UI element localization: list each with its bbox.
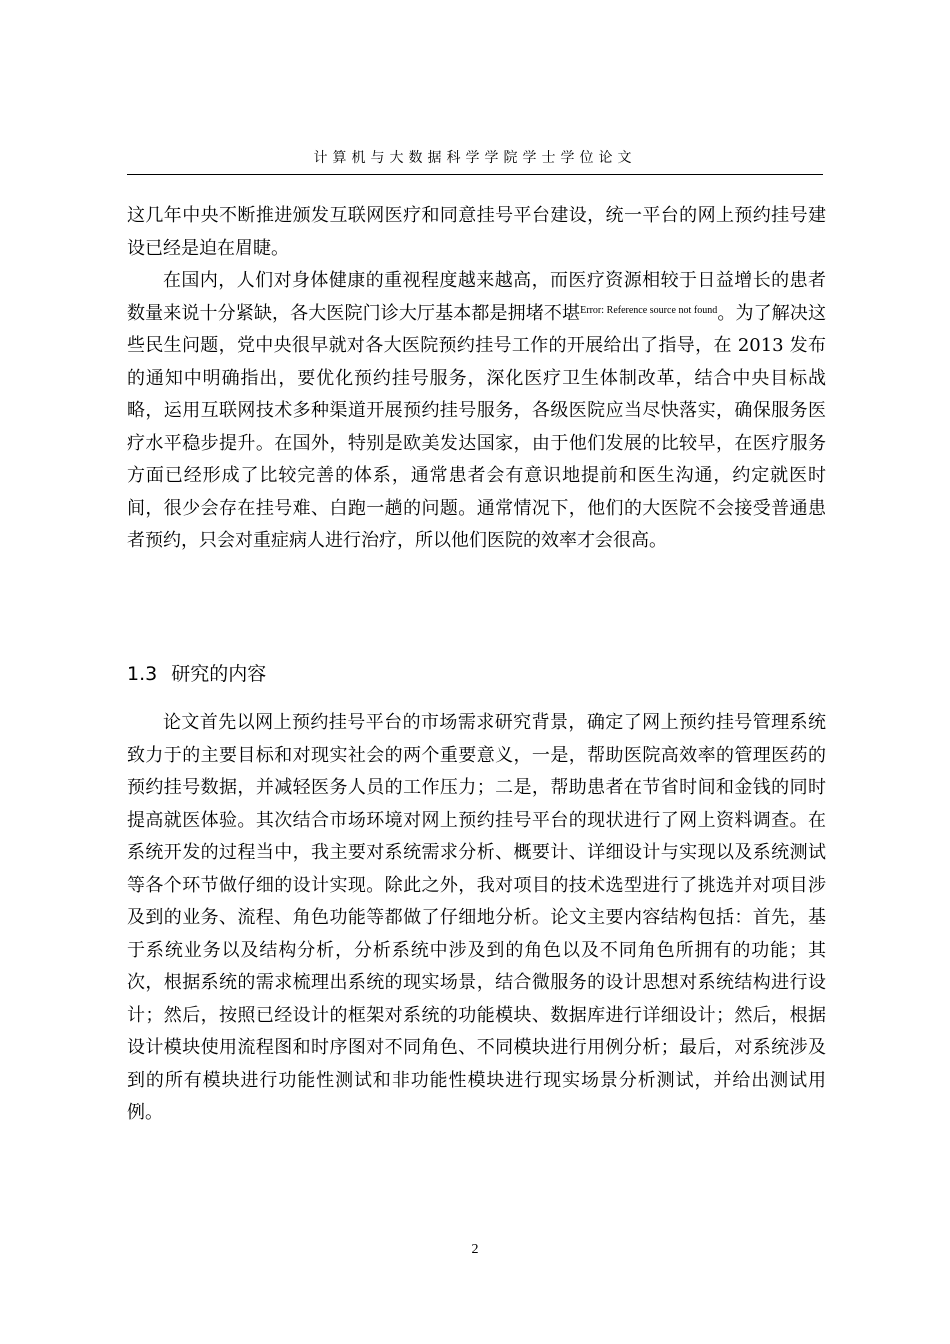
section-heading xyxy=(127,659,266,689)
paragraph-domestic-background xyxy=(127,265,826,558)
header-rule xyxy=(127,174,823,175)
section-number: 1.3 xyxy=(127,663,158,685)
paragraph-text: 。为了解决这些民生问题，党中央很早就对各大医院预约挂号工作的开展给出了指导，在 2013 发布的通知中明确指出，要优化预约挂号服务，深化医疗卫生体制改革，结合中央目标战略，运用互联网技术多种渠道开展预约挂号服务，各级医院应当尽快落实，确保服务医疗水平稳步提升。在国外，特别是欧美发达国家，由于他们发展的比较早，在医疗服务方面已经形成了比较完善的体系，通常患者会有意识地提前和医生沟通，约定就医时间，很少会存在挂号难、白跑一趟的问题。通常情况下，他们的大医院不会接受普通患者预约，只会对重症病人进行治疗，所以他们医院的效率才会很高。 xyxy=(127,302,827,551)
body-text-top xyxy=(127,200,826,558)
paragraph-research-content: 论文首先以网上预约挂号平台的市场需求研究背景，确定了网上预约挂号管理系统致力于的主要目标和对现实社会的两个重要意义，一是，帮助医院高效率的管理医药的预约挂号数据，并减轻医务人员的工作压力；二是，帮助患者在节省时间和金钱的同时提高就医体验。其次结合市场环境对网上预约挂号平台的现状进行了网上资料调查。在系统开发的过程当中，我主要对系统需求分析、概要计、详细设计与实现以及系统测试等各个环节做仔细的设计实现。除此之外，我对项目的技术选型进行了挑选并对项目涉及到的业务、流程、角色功能等都做了仔细地分析。论文主要内容结构包括：首先，基于系统业务以及结构分析，分析系统中涉及到的角色以及不同角色所拥有的功能；其次，根据系统的需求梳理出系统的现实场景，结合微服务的设计思想对系统结构进行设计；然后，按照已经设计的框架对系统的功能模块、数据库进行详细设计；然后，根据设计模块使用流程图和时序图对不同角色、不同模块进行用例分析；最后，对系统涉及到的所有模块进行功能性测试和非功能性模块进行现实场景分析测试，并给出测试用例。 xyxy=(127,712,826,1123)
paragraph-continuation: 这几年中央不断推进颁发互联网医疗和同意挂号平台建设，统一平台的网上预约挂号建设已经是迫在眉睫。 xyxy=(127,205,826,259)
body-text-section xyxy=(127,707,826,1130)
running-header: 计算机与大数据科学学院学士学位论文 xyxy=(313,150,637,166)
page-number: 2 xyxy=(471,1242,479,1257)
section-title: 研究的内容 xyxy=(171,663,267,685)
paragraph-text: 在国内，人们对身体健康的重视程度越来越高，而医疗资源相较于日益增长的患者数量来说十分紧缺，各大医院门诊大厅基本都是拥堵不堪 xyxy=(127,270,826,324)
reference-error: Error: Reference source not found xyxy=(580,304,718,316)
